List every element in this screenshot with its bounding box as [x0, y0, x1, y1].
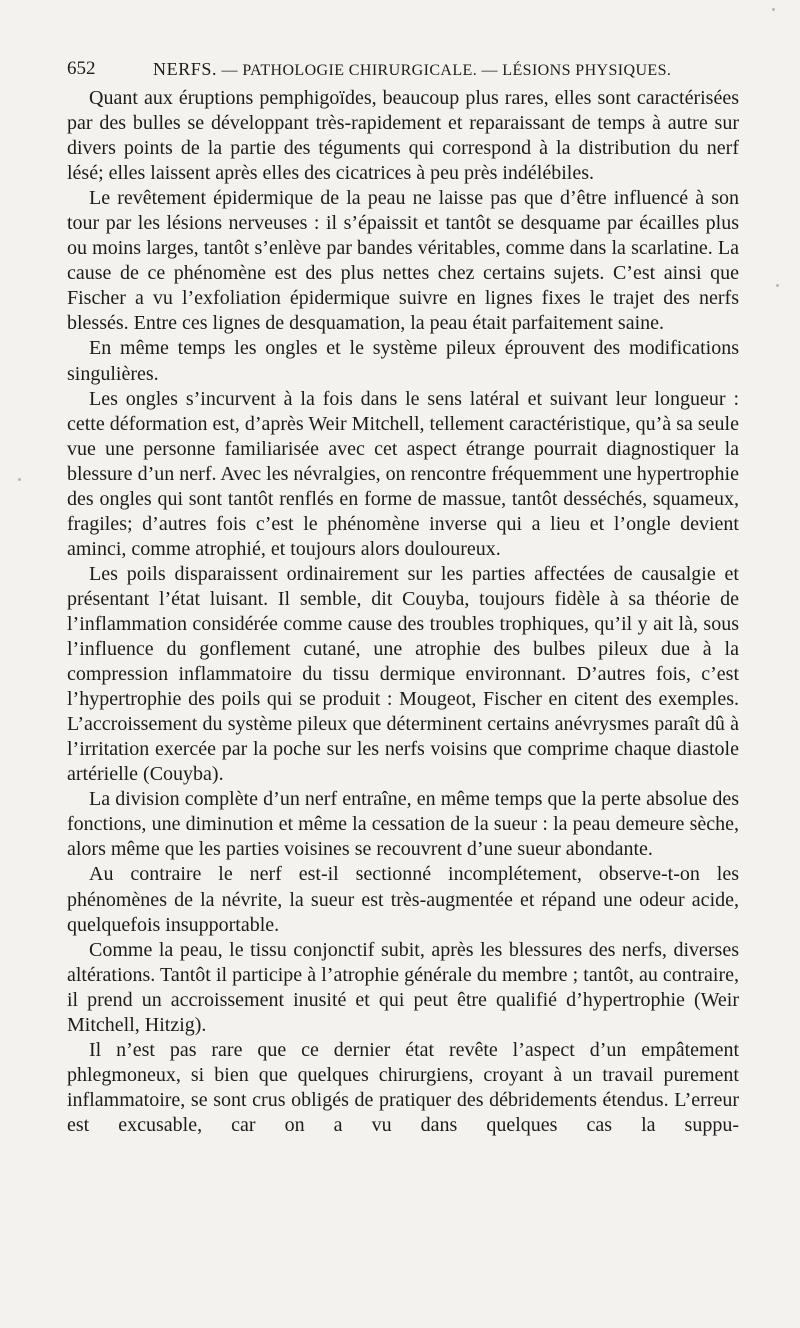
paragraph-9 [67, 1038, 739, 1138]
paragraph-2 [67, 186, 739, 336]
paragraph-9-text: Il n’est pas rare que ce dernier état revête l’aspect d’un empâtement phlegmoneux, si bien que quelques chirurgiens, croyant à un travail purement inflammatoire, se sont crus obligés de pratiquer des débridements étendus. L’erreur est excusable, car on a vu dans quelques cas la suppu- [67, 1038, 739, 1136]
paragraph-7 [67, 862, 739, 937]
paragraph-3-text: En même temps les ongles et le système pileux éprouvent des modifications singulières. [67, 337, 739, 385]
paragraph-5-text: Les poils disparaissent ordinairement sur les parties affectées de causalgie et présentant l’état luisant. Il semble, dit Couyba, toujours fidèle à sa théorie de l’inflammation considérée comme cause des troubles trophiques, qu’il y ait là, sous l’influence du gonflement cutané, une atrophie des bulbes pileux due à la compression inflammatoire du tissu dermique environnant. D’autres fois, c’est l’hypertrophie des poils qui se produit : Mougeot, Fischer en citent des exemples. L’accroissement du système pileux que déterminent certains anévrysmes paraît dû à l’irritation exercée par la poche sur les nerfs voisins que comprime chaque diastole artérielle (Couyba). [67, 562, 739, 786]
paragraph-6 [67, 787, 739, 862]
paragraph-3 [67, 336, 739, 386]
body-text [67, 86, 739, 1138]
running-header [67, 56, 739, 82]
paragraph-2-text: Le revêtement épidermique de la peau ne laisse pas que d’être influencé à son tour par les lésions nerveuses : il s’épaissit et tantôt se desquame par écailles plus ou moins larges, tantôt s’enlève par bandes véritables, comme dans la scarlatine. La cause de ce phénomène est des plus nettes chez certains sujets. C’est ainsi que Fischer a vu l’exfoliation épidermique suivre en lignes fixes le trajet des nerfs blessés. Entre ces lignes de desquamation, la peau était parfaitement saine. [67, 187, 739, 335]
paragraph-4 [67, 387, 739, 562]
page-number: 652 [67, 58, 96, 79]
paragraph-1 [67, 86, 739, 186]
running-head-main: NERFS. [153, 59, 218, 79]
paper-speck [772, 8, 775, 11]
running-head-rest: — PATHOLOGIE CHIRURGICALE. — LÉSIONS PHYSIQUES. [217, 62, 672, 79]
paper-speck [18, 478, 21, 481]
paragraph-5 [67, 562, 739, 787]
paragraph-4-text: Les ongles s’incurvent à la fois dans le sens latéral et suivant leur longueur : cette déformation est, d’après Weir Mitchell, tellement caractéristique, qu’à sa seule vue une personne familiarisée avec cet aspect étrange pourrait diagnostiquer la blessure d’un nerf. Avec les névralgies, on rencontre fréquemment une hypertrophie des ongles qui sont tantôt renflés en forme de massue, tantôt desséchés, squameux, fragiles; d’autres fois c’est le phénomène inverse qui a lieu et l’ongle devient aminci, comme atrophié, et toujours alors douloureux. [67, 387, 739, 560]
paragraph-8-text: Comme la peau, le tissu conjonctif subit, après les blessures des nerfs, diverses altérations. Tantôt il participe à l’atrophie générale du membre ; tantôt, au contraire, il prend un accroissement inusité et qui peut être qualifié d’hypertrophie (Weir Mitchell, Hitzig). [67, 938, 739, 1036]
paragraph-1-text: Quant aux éruptions pemphigoïdes, beaucoup plus rares, elles sont caractérisées par des bulles se développant très-rapidement et reparaissant de temps à autre sur divers points de la partie des téguments qui correspond à la distribution du nerf lésé; elles laissent après elles des cicatrices à peu près indélébiles. [67, 87, 739, 185]
paragraph-8 [67, 938, 739, 1038]
paragraph-7-text: Au contraire le nerf est-il sectionné incomplétement, observe-t-on les phénomènes de la névrite, la sueur est très-augmentée et répand une odeur acide, quelquefois insupportable. [67, 863, 739, 936]
running-head [153, 56, 671, 84]
paper-speck [776, 284, 779, 287]
paragraph-6-text: La division complète d’un nerf entraîne, en même temps que la perte absolue des fonctions, une diminution et même la cessation de la sueur : la peau demeure sèche, alors même que les parties voisines se recouvrent d’une sueur abondante. [67, 788, 739, 861]
